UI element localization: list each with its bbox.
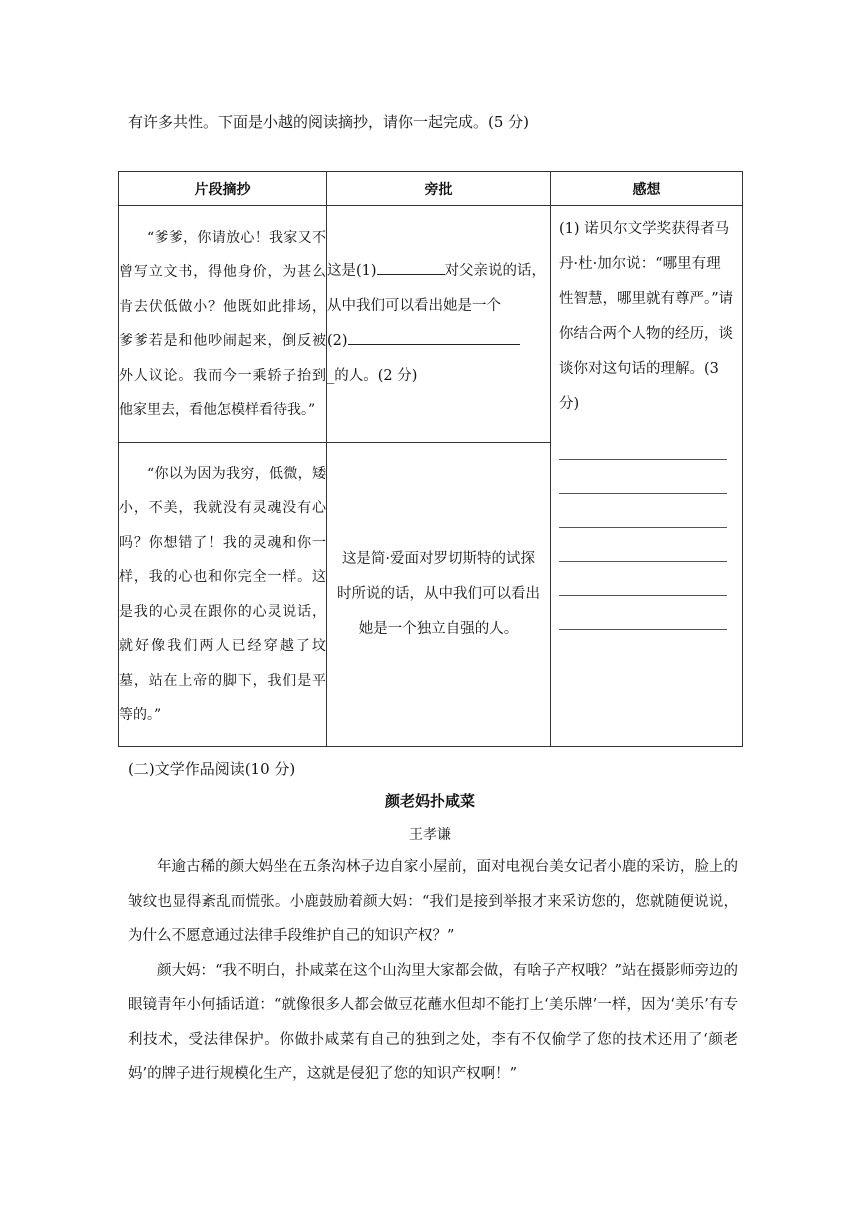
paragraph: 年逾古稀的颜大妈坐在五条沟林子边自家小屋前，面对电视台美女记者小鹿的采访，脸上的皱纹也显得紊乱而慌张。小鹿鼓励着颜大妈：“我们是接到举报才来采访您的，您就随便说说，为什么不愿意通过法律手段维护自己的知识产权？” — [128, 859, 738, 944]
annotation-cell-2 — [327, 443, 551, 747]
feeling-question: (1) 诺贝尔文学奖获得者马丹·杜·加尔说：“哪里有理性智慧，哪里就有尊严。”请你结合两个人物的经历，谈谈你对这句话的理解。(3 分) — [559, 221, 734, 412]
reading-excerpt-table — [118, 171, 743, 747]
intro-text: 有许多共性。下面是小越的阅读摘抄，请你一起完成。(5 分) — [128, 113, 530, 131]
paragraph: 颜大妈：“我不明白，扑咸菜在这个山沟里大家都会做，有啥子产权哦？”站在摄影师旁边的眼镜青年小何插话道：“就像很多人都会做豆花蘸水但却不能打上‘美乐牌’一样，因为‘美乐’有专利技术，受法律保护。你做扑咸菜有自己的独到之处，李有不仅偷学了您的技术还用了‘颜老妈’的牌子进行规模化生产，这就是侵犯了您的知识产权啊！” — [128, 962, 738, 1082]
answer-line[interactable] — [559, 596, 727, 630]
annotation-label-2: (2) — [327, 333, 348, 349]
article-author: 王孝谦 — [409, 827, 451, 843]
header-feeling: 感想 — [551, 172, 743, 206]
annotation-middle: 对父亲说的话，从中我们可以看出她是一个 — [327, 263, 547, 314]
excerpt-cell-1 — [119, 206, 327, 443]
header-excerpt: 片段摘抄 — [119, 172, 327, 206]
answer-line[interactable] — [559, 528, 727, 562]
article-title: 颜老妈扑咸菜 — [384, 792, 475, 810]
annotation-cell-1 — [327, 206, 551, 443]
answer-line[interactable] — [559, 460, 727, 494]
annotation-suffix: _的人。(2 分) — [327, 368, 418, 384]
answer-blank-1[interactable] — [377, 260, 445, 275]
feeling-cell — [551, 206, 743, 747]
section-heading: (二)文学作品阅读(10 分) — [128, 760, 296, 778]
annotation-prefix: 这是(1) — [327, 263, 377, 279]
annotation-text-2: 这是简·爱面对罗切斯特的试探时所说的话，从中我们可以看出她是一个独立自强的人。 — [337, 551, 540, 637]
answer-line[interactable] — [559, 426, 727, 460]
excerpt-text-1: “爹爹，你请放心！我家又不曾写立文书，得他身价，为甚么肯去伏低做小？他既如此排场，爹爹若是和他吵闹起来，倒反被外人议论。我而今一乘轿子抬到他家里去，看他怎模样看待我。” — [119, 229, 326, 418]
excerpt-text-2: “你以为因为我穷，低微，矮小，不美，我就没有灵魂没有心吗？你想错了！我的灵魂和你一样，我的心也和你完全一样。这是我的心灵在跟你的心灵说话，就好像我们两人已经穿越了坟墓，站在上帝的脚下，我们是平等的。” — [119, 465, 326, 723]
excerpt-cell-2 — [119, 443, 327, 747]
answer-line[interactable] — [559, 562, 727, 596]
answer-line[interactable] — [559, 494, 727, 528]
article-body — [128, 850, 738, 1092]
table-header-row — [119, 172, 743, 206]
table-row — [119, 206, 743, 443]
header-annotation: 旁批 — [327, 172, 551, 206]
answer-blank-2[interactable] — [348, 330, 520, 345]
